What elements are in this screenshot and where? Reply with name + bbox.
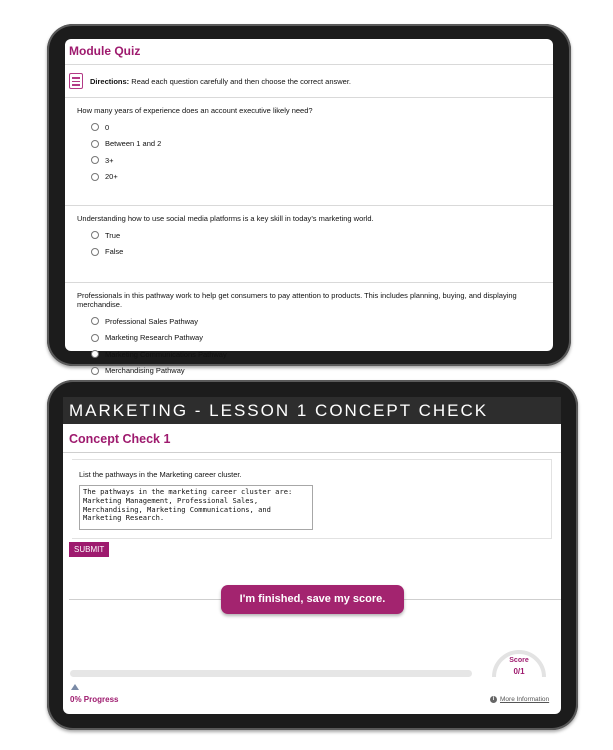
radio-button[interactable] [91, 231, 99, 239]
score-label: Score [509, 657, 529, 664]
concept-check-screen [63, 397, 561, 714]
more-information-text[interactable]: More Information [500, 696, 550, 703]
question-1 [65, 98, 553, 206]
radio-button[interactable] [91, 248, 99, 256]
question-prompt: List the pathways in the Marketing career cluster. [79, 470, 242, 479]
progress-marker-icon [71, 684, 79, 690]
tablet-frame-concept-check [47, 380, 578, 730]
option[interactable]: False [77, 244, 541, 261]
progress-bar [70, 670, 472, 677]
radio-button[interactable] [91, 123, 99, 131]
option[interactable]: Between 1 and 2 [77, 136, 541, 153]
option[interactable]: True [77, 227, 541, 244]
answer-textarea[interactable]: The pathways in the marketing career cluster are: Marketing Management, Professional Sales, Merchandising, Marketing Communications, and Marketing Research. [79, 485, 313, 530]
directions [65, 65, 553, 98]
option[interactable]: Professional Sales Pathway [77, 313, 541, 330]
radio-button[interactable] [91, 367, 99, 375]
info-icon: i [490, 696, 497, 703]
option[interactable]: 3+ [77, 152, 541, 169]
question-text: Professionals in this pathway work to help get consumers to pay attention to products. This includes planning, buying, and displaying merchandise. [77, 291, 517, 309]
tablet-frame-quiz [47, 24, 571, 376]
progress-label: 0% Progress [70, 695, 119, 704]
document-icon [69, 73, 83, 89]
radio-button[interactable] [91, 317, 99, 325]
quiz-screen [65, 39, 553, 376]
option[interactable]: 20+ [77, 169, 541, 186]
option[interactable]: 0 [77, 119, 541, 136]
option[interactable]: Merchandising Pathway [77, 363, 541, 380]
more-information-link[interactable] [490, 696, 549, 703]
lesson-banner: MARKETING - LESSON 1 CONCEPT CHECK [63, 397, 561, 424]
directions-text: Directions: Read each question carefully and then choose the correct answer. [90, 76, 351, 86]
quiz-title: Module Quiz [65, 39, 553, 65]
finish-save-score-button[interactable]: I'm finished, save my score. [221, 585, 404, 614]
radio-button[interactable] [91, 350, 99, 358]
radio-button[interactable] [91, 334, 99, 342]
option[interactable]: Marketing Communications Pathway [77, 346, 541, 363]
question-3 [65, 283, 553, 385]
question-text: Understanding how to use social media platforms is a key skill in today’s marketing world. [77, 214, 374, 223]
submit-button[interactable]: SUBMIT [69, 542, 109, 557]
radio-button[interactable] [91, 173, 99, 181]
question-box [72, 459, 552, 539]
question-text: How many years of experience does an account executive likely need? [77, 106, 313, 115]
option[interactable]: Marketing Research Pathway [77, 330, 541, 347]
question-2 [65, 206, 553, 283]
directions-label: Directions: [90, 76, 130, 86]
score-value: 0/1 [513, 667, 525, 676]
radio-button[interactable] [91, 156, 99, 164]
radio-button[interactable] [91, 140, 99, 148]
concept-check-title: Concept Check 1 [63, 424, 561, 453]
